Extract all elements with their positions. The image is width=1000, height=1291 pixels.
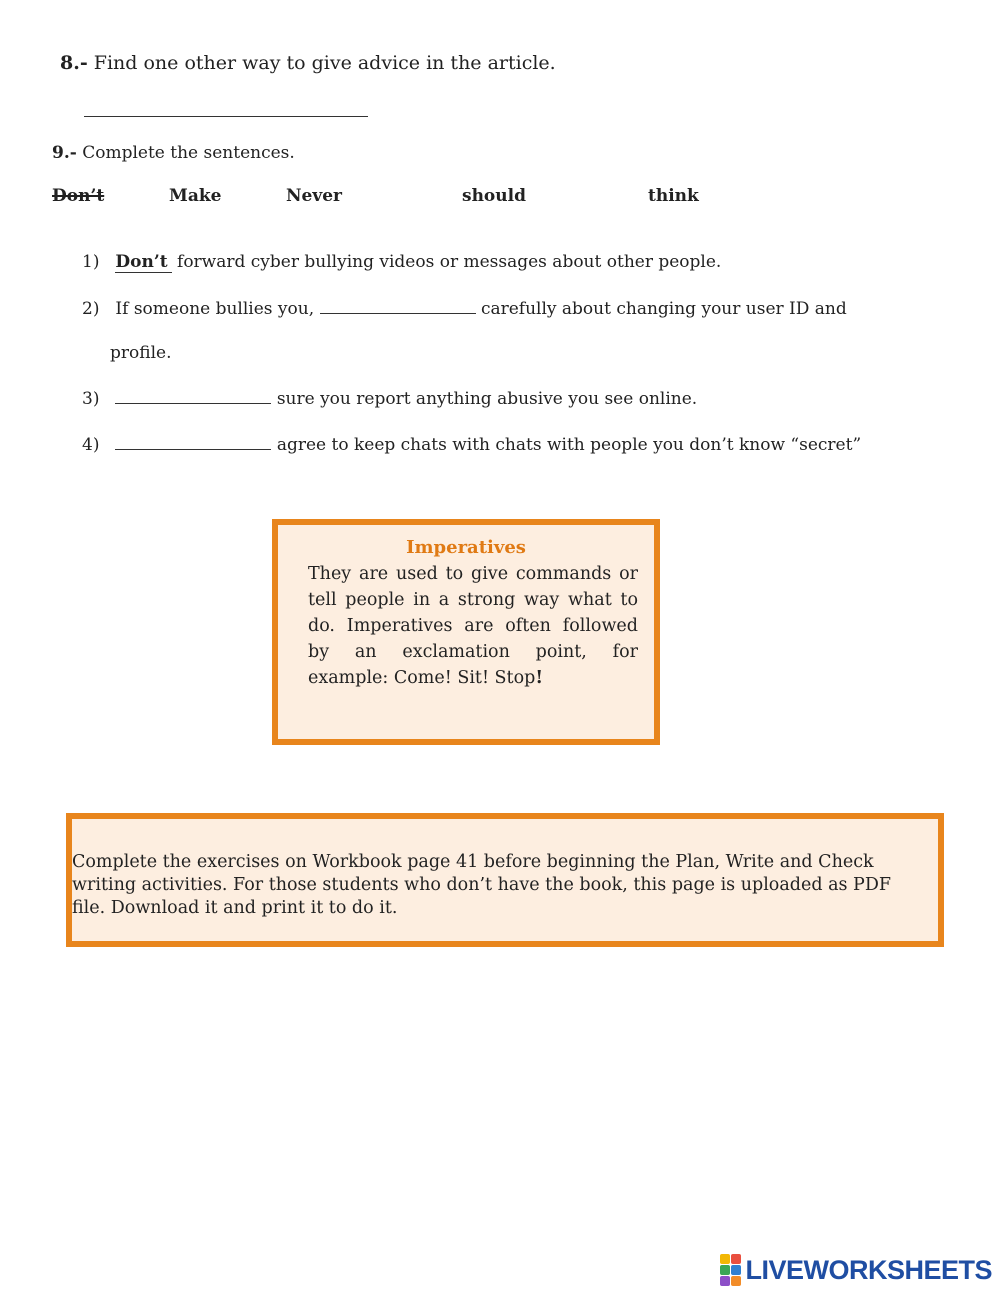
workbook-note-line-3: file. Download it and print it to do it. (72, 898, 398, 918)
question-8-number: 8.- (60, 52, 88, 74)
sentence-4-text: agree to keep chats with chats with people you don’t know “secret” (276, 435, 862, 455)
word-bank-make: Make (169, 186, 222, 206)
sentence-1-text: forward cyber bullying videos or messages about other people. (177, 252, 722, 272)
imperatives-body-exclamation: ! (535, 668, 543, 688)
sentence-1-answer[interactable]: Don’t (115, 252, 171, 273)
question-9 (52, 143, 295, 163)
imperatives-body-text: They are used to give commands or tell people in a strong way what to do. Imperatives are often followed by an exclamation point, for example: Come! Sit! Stop (308, 564, 638, 688)
sentence-4-number: 4) (82, 435, 100, 455)
sentence-3-number: 3) (82, 389, 100, 409)
sentence-3-text: sure you report anything abusive you see online. (276, 389, 698, 409)
question-9-prompt: Complete the sentences. (82, 143, 295, 163)
sentence-2-number: 2) (82, 299, 100, 319)
question-8-answer-line[interactable] (84, 96, 368, 117)
question-9-number: 9.- (52, 143, 77, 163)
sentence-2-before: If someone bullies you, (115, 299, 315, 319)
logo-square-2 (731, 1254, 741, 1264)
imperatives-title: Imperatives (406, 537, 526, 558)
question-8-prompt: Find one other way to give advice in the article. (93, 52, 556, 74)
word-bank-dont: Don’t (52, 186, 105, 206)
logo-square-6 (731, 1276, 741, 1286)
liveworksheets-logo (720, 1254, 992, 1286)
imperatives-box (272, 519, 660, 745)
liveworksheets-logo-text: LIVEWORKSHEETS (745, 1254, 992, 1285)
logo-square-1 (720, 1254, 730, 1264)
workbook-note-box (66, 813, 944, 947)
sentence-2 (82, 299, 847, 319)
sentence-1 (82, 252, 721, 273)
sentence-3-blank[interactable] (115, 389, 271, 404)
sentence-4-blank[interactable] (115, 435, 271, 450)
sentence-3 (82, 389, 697, 409)
logo-square-4 (731, 1265, 741, 1275)
sentence-1-number: 1) (82, 252, 100, 272)
logo-square-5 (720, 1276, 730, 1286)
imperatives-body (308, 561, 638, 691)
sentence-2-blank[interactable] (320, 299, 476, 314)
sentence-4 (82, 435, 861, 455)
workbook-note-line-2: writing activities. For those students who don’t have the book, this page is uploaded as PDF (72, 875, 892, 895)
word-bank-never: Never (286, 186, 343, 206)
logo-square-3 (720, 1265, 730, 1275)
workbook-note-body (72, 851, 930, 920)
workbook-note-line-1: Complete the exercises on Workbook page 41 before beginning the Plan, Write and Check (72, 852, 874, 872)
sentence-2-continuation: profile. (110, 343, 172, 363)
word-bank-think: think (648, 186, 699, 206)
liveworksheets-logo-icon (720, 1254, 741, 1286)
word-bank-should: should (462, 186, 526, 206)
sentence-2-after: carefully about changing your user ID and (480, 299, 847, 319)
question-8 (60, 52, 556, 74)
